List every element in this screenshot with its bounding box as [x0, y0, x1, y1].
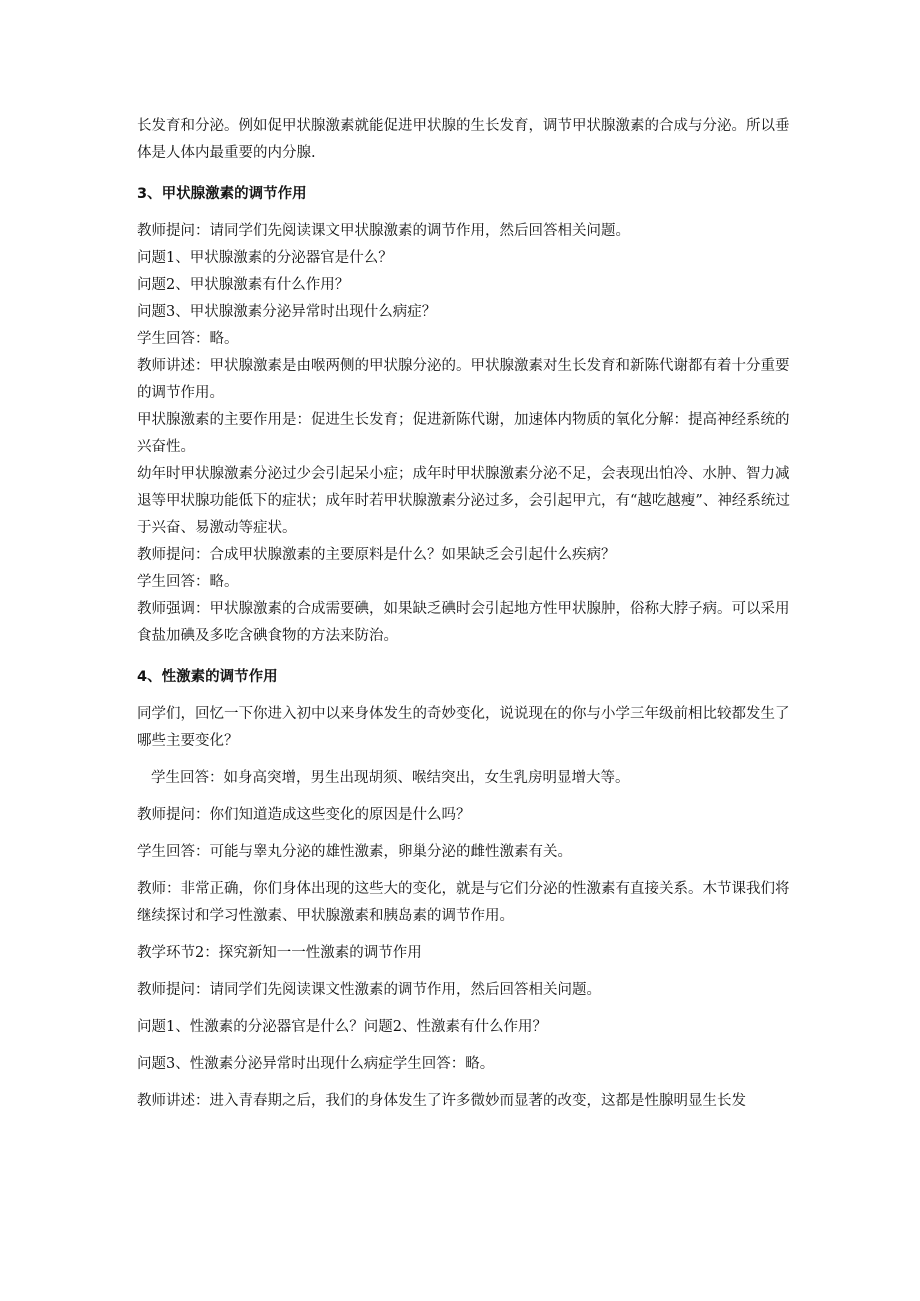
thyroid-section: [137, 218, 797, 650]
paragraph-question-1: 问题1、甲状腺激素的分泌器官是什么？: [137, 250, 393, 266]
paragraph-teacher-question-2: 教师提问：合成甲状腺激素的主要原料是什么？如果缺乏会引起什么疾病？: [137, 547, 616, 563]
paragraph-pituitary-summary: 长发育和分泌。例如促甲状腺激素就能促进甲状腺的生长发育，调节甲状腺激素的合成与分泌。所以垂体是人体内最重要的内分腺.: [137, 118, 790, 161]
paragraph-thyroid-disorders: 幼年时甲状腺激素分泌过少会引起呆小症；成年时甲状腺激素分泌不足，会表现出怕冷、水肿、智力减退等甲状腺功能低下的症状；成年时若甲状腺激素分泌过多，会引起甲亢，有“越吃越瘦”、神经系统过于兴奋、易激动等症状。: [137, 466, 790, 536]
paragraph-question-2: 问题2、甲状腺激素有什么作用？: [137, 277, 350, 293]
paragraph-teacher-explanation: 教师讲述：甲状腺激素是由喉两侧的甲状腺分泌的。甲状腺激素对生长发育和新陈代谢都有着十分重要的调节作用。: [137, 358, 790, 401]
paragraph-student-answer-2: 学生回答：略。: [137, 574, 239, 590]
paragraph-teaching-step-2: 教学环节2：探究新知一一性激素的调节作用: [137, 945, 422, 961]
paragraph-teacher-confirm: 教师：非常正确，你们身体出现的这些大的变化，就是与它们分泌的性激素有直接关系。木节课我们将继续探讨和学习性激素、甲状腺激素和胰岛素的调节作用。: [137, 881, 790, 924]
paragraph-teacher-explanation-2: 教师讲述：进入青春期之后，我们的身体发生了许多微妙而显著的改变，这都是性腺明显生长发: [137, 1093, 746, 1109]
paragraph-question-3-answer: 问题3、性激素分泌异常时出现什么病症学生回答：略。: [137, 1056, 495, 1072]
paragraph-student-answer: 学生回答：略。: [137, 331, 239, 347]
paragraph-question-3: 问题3、甲状腺激素分泌异常时出现什么病症？: [137, 304, 437, 320]
paragraph-intro-question: 同学们，回忆一下你进入初中以来身体发生的奇妙变化，说说现在的你与小学三年级前相比较都发生了哪些主要变化？: [137, 706, 790, 749]
section-heading-sex-hormones: 4、性激素的调节作用: [137, 669, 278, 685]
paragraph-student-answer-3: 学生回答：如身高突增，男生出现胡须、喉结突出，女生乳房明显增大等。: [151, 770, 630, 786]
section-heading-thyroid: 3、甲状腺激素的调节作用: [137, 186, 307, 202]
document-page: [137, 113, 797, 1115]
sex-hormone-section: [137, 701, 797, 1115]
paragraph-teacher-question-4: 教师提问：请同学们先阅读课文性激素的调节作用，然后回答相关问题。: [137, 982, 601, 998]
paragraph-student-answer-4: 学生回答：可能与睾丸分泌的雄性激素，卵巢分泌的雌性激素有关。: [137, 844, 572, 860]
paragraph-teacher-question-3: 教师提问：你们知道造成这些变化的原因是什么吗？: [137, 807, 471, 823]
paragraph-thyroid-function: 甲状腺激素的主要作用是：促进生长发育；促进新陈代谢，加速体内物质的氧化分解：提高神经系统的兴奋性。: [137, 412, 790, 455]
paragraph-questions-1-2: 问题1、性激素的分泌器官是什么？问题2、性激素有什么作用？: [137, 1019, 547, 1035]
paragraph-teacher-emphasis: 教师强调：甲状腺激素的合成需要碘，如果缺乏碘时会引起地方性甲状腺肿，俗称大脖子病。可以采用食盐加碘及多吃含碘食物的方法来防治。: [137, 601, 790, 644]
paragraph-teacher-question: 教师提问：请同学们先阅读课文甲状腺激素的调节作用，然后回答相关问题。: [137, 223, 630, 239]
